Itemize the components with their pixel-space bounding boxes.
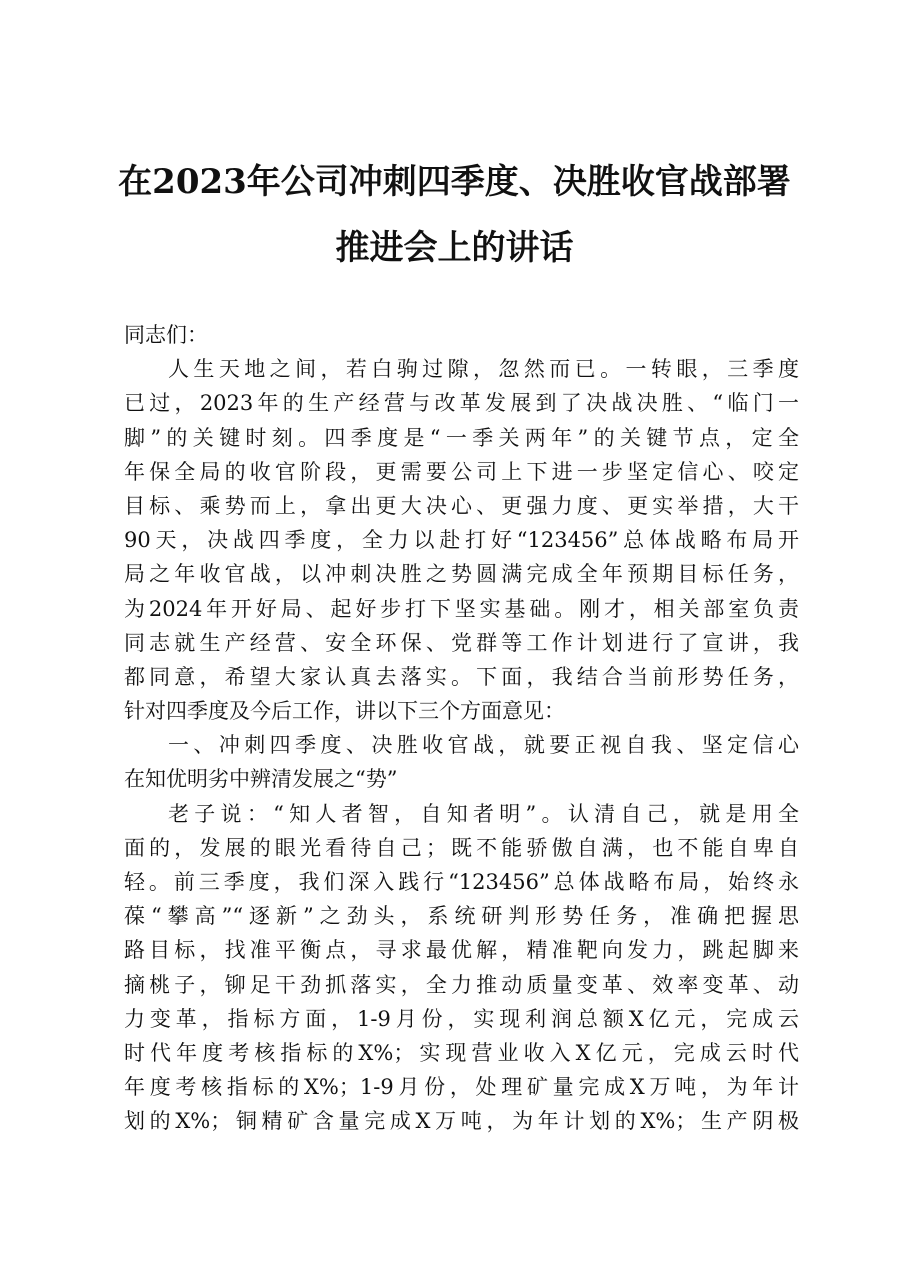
paragraph-line: 面的，发展的眼光看待自己；既不能骄傲自满，也不能自卑自 <box>124 835 799 860</box>
paragraph-line: 为2024年开好局、起好步打下坚实基础。刚才，相关部室负责 <box>124 596 799 621</box>
paragraph-line: 已过，2023年的生产经营与改革发展到了决战决胜、“临门一 <box>124 391 799 416</box>
document-body <box>124 318 799 1139</box>
paragraph-line: 目标、乘势而上，拿出更大决心、更强力度、更实举措，大干 <box>124 493 799 518</box>
section-heading-line: 一、冲刺四季度、决胜收官战，就要正视自我、坚定信心 <box>168 733 799 758</box>
paragraph-line: 轻。前三季度，我们深入践行“123456”总体战略布局，始终永 <box>124 870 799 894</box>
paragraph-line: 摘桃子，铆足干劲抓落实，全力推动质量变革、效率变革、动 <box>124 972 799 997</box>
section-heading-line: 在知优明劣中辨清发展之“势” <box>124 767 398 792</box>
paragraph-line: 路目标，找准平衡点，寻求最优解，精准靶向发力，跳起脚来 <box>124 938 799 963</box>
paragraph-line: 年度考核指标的X%；1-9月份，处理矿量完成X万吨，为年计 <box>124 1075 799 1100</box>
paragraph-line: 人生天地之间，若白驹过隙，忽然而已。一转眼，三季度 <box>168 357 799 382</box>
paragraph-line: 年保全局的收官阶段，更需要公司上下进一步坚定信心、咬定 <box>124 459 799 484</box>
paragraph-line: 针对四季度及今后工作，讲以下三个方面意见： <box>124 699 565 724</box>
paragraph-line: 时代年度考核指标的X%；实现营业收入X亿元，完成云时代 <box>124 1040 799 1065</box>
document-title-line-1: 在2023年公司冲刺四季度、决胜收官战部署 <box>118 162 791 202</box>
salutation: 同志们： <box>124 323 208 347</box>
paragraph-line: 力变革，指标方面，1-9月份，实现利润总额X亿元，完成云 <box>124 1006 799 1031</box>
paragraph-line: 局之年收官战，以冲刺决胜之势圆满完成全年预期目标任务， <box>124 562 799 587</box>
paragraph-line: 葆“攀高”“逐新”之劲头，系统研判形势任务，准确把握思 <box>124 904 799 929</box>
paragraph-line: 90天，决战四季度，全力以赴打好“123456”总体战略布局开 <box>124 528 799 553</box>
paragraph-line: 老子说：“知人者智，自知者明”。认清自己，就是用全 <box>168 801 799 826</box>
document-title-line-2: 推进会上的讲话 <box>335 228 574 268</box>
paragraph-line: 划的X%；铜精矿含量完成X万吨，为年计划的X%；生产阴极 <box>124 1109 799 1134</box>
paragraph-line: 同志就生产经营、安全环保、党群等工作计划进行了宣讲，我 <box>124 630 799 655</box>
paragraph-line: 都同意，希望大家认真去落实。下面，我结合当前形势任务， <box>124 664 799 689</box>
paragraph-line: 脚”的关键时刻。四季度是“一季关两年”的关键节点，定全 <box>124 425 799 450</box>
